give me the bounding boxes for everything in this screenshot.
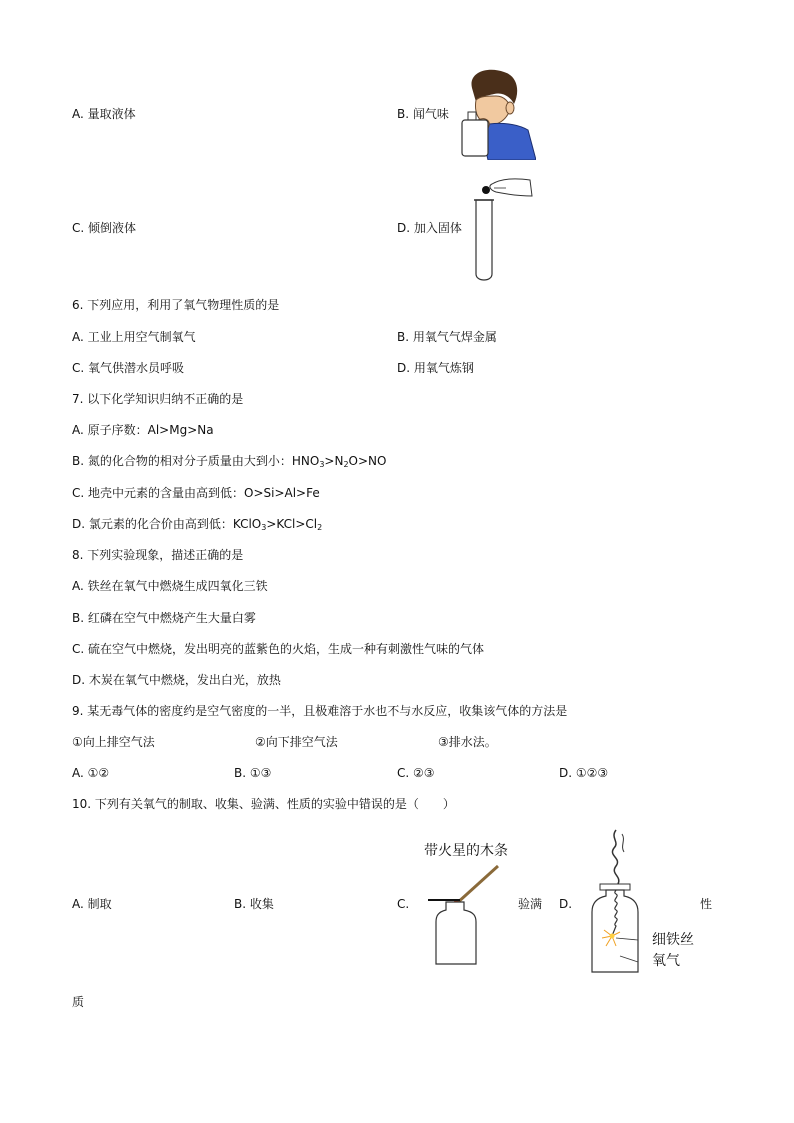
q8-option-c: C. 硫在空气中燃烧，发出明亮的蓝紫色的火焰，生成一种有刺激性气味的气体 xyxy=(72,642,485,656)
q9-option-c: C. ②③ xyxy=(397,766,435,780)
q10-option-d: D. xyxy=(559,897,573,911)
q7-d-mid: >KCl>Cl xyxy=(266,517,318,531)
q7-b-sub1: 3 xyxy=(319,460,325,469)
q9-option-b: B. ①③ xyxy=(234,766,272,780)
smell-gas-illustration xyxy=(458,66,536,160)
q9-method-3: ③排水法。 xyxy=(438,735,497,749)
q6-option-d: D. 用氧气炼钢 xyxy=(397,361,474,375)
q7-option-c: C. 地壳中元素的含量由高到低：O>Si>Al>Fe xyxy=(72,486,320,500)
q10-stem: 10. 下列有关氧气的制取、收集、验满、性质的实验中错误的是（ ） xyxy=(72,797,455,811)
oxygen-label: 氧气 xyxy=(652,953,680,969)
q8-option-a: A. 铁丝在氧气中燃烧生成四氧化三铁 xyxy=(72,579,268,593)
q7-d-sub1: 3 xyxy=(261,523,267,532)
q5-option-d: D. 加入固体 xyxy=(397,221,462,235)
q10-option-c: C. xyxy=(397,897,410,911)
q7-d-sub2: 2 xyxy=(317,523,323,532)
q7-b-sub2: 2 xyxy=(343,460,349,469)
add-solid-illustration xyxy=(472,170,534,288)
iron-wire-illustration xyxy=(586,826,650,974)
q7-option-d xyxy=(72,516,322,536)
q5-option-b: B. 闻气味 xyxy=(397,107,449,121)
q8-stem: 8. 下列实验现象，描述正确的是 xyxy=(72,548,244,562)
q7-b-mid: >N xyxy=(324,454,344,468)
q7-b-suffix: O>NO xyxy=(348,454,387,468)
q10-option-d-tail: 性 xyxy=(700,897,713,911)
glowing-splint-label: 带火星的木条 xyxy=(424,843,508,859)
q7-stem: 7. 以下化学知识归纳不正确的是 xyxy=(72,392,244,406)
q7-d-prefix: D. 氯元素的化合价由高到低：KClO xyxy=(72,517,262,531)
q5-option-c: C. 倾倒液体 xyxy=(72,221,137,235)
q7-b-prefix: B. 氮的化合物的相对分子质量由大到小：HNO xyxy=(72,454,320,468)
q8-option-b: B. 红磷在空气中燃烧产生大量白雾 xyxy=(72,611,256,625)
iron-wire-label: 细铁丝 xyxy=(652,932,694,948)
q6-option-b: B. 用氧气气焊金属 xyxy=(397,330,497,344)
check-full-illustration xyxy=(428,862,500,968)
q10-option-c-tail: 验满 xyxy=(518,897,543,911)
q6-stem: 6. 下列应用，利用了氧气物理性质的是 xyxy=(72,298,280,312)
q6-option-c: C. 氧气供潜水员呼吸 xyxy=(72,361,185,375)
q9-option-a: A. ①② xyxy=(72,766,110,780)
q9-stem: 9. 某无毒气体的密度约是空气密度的一半，且极难溶于水也不与水反应，收集该气体的方法是 xyxy=(72,704,568,718)
q9-option-d: D. ①②③ xyxy=(559,766,609,780)
q7-option-b xyxy=(72,453,386,473)
q9-method-2: ②向下排空气法 xyxy=(255,735,338,749)
q10-option-b: B. 收集 xyxy=(234,897,274,911)
q8-option-d: D. 木炭在氧气中燃烧，发出白光，放热 xyxy=(72,673,281,687)
q6-option-a: A. 工业上用空气制氧气 xyxy=(72,330,196,344)
q7-option-a: A. 原子序数：Al>Mg>Na xyxy=(72,423,214,437)
q5-option-a: A. 量取液体 xyxy=(72,107,136,121)
q10-option-d-wrap: 质 xyxy=(72,995,85,1009)
q9-method-1: ①向上排空气法 xyxy=(72,735,155,749)
q10-option-a: A. 制取 xyxy=(72,897,112,911)
